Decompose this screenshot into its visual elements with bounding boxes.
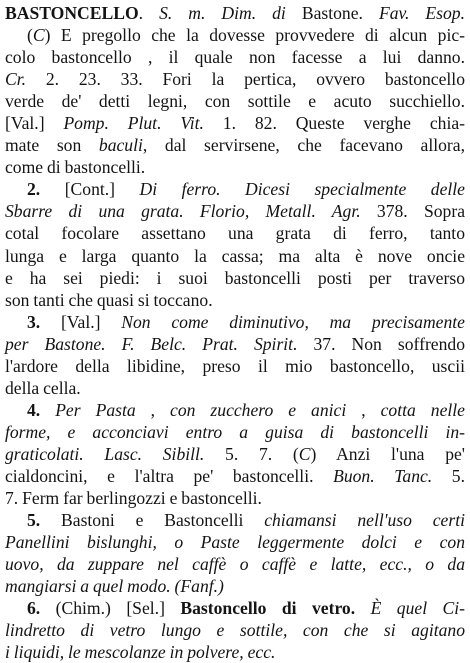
entry-line — [5, 245, 465, 267]
text-run: [Val.] — [5, 113, 64, 134]
text-run: della cella. — [5, 377, 81, 398]
text-run: cotta nelle — [380, 399, 465, 420]
headword: BASTONCELLO — [5, 3, 139, 23]
text-run: Fav. Esop. — [378, 3, 466, 23]
text-run: Non come diminutivo, ma precisamente — [121, 311, 465, 332]
entry-line — [5, 509, 465, 531]
text-run: Pomp. Plut. Vit. — [63, 113, 204, 134]
text-run: mangiarsi a quel modo. (Fanf.) — [5, 576, 224, 597]
text-run: ) E pregollo che la dovesse provvedere di alcun pic- — [44, 25, 465, 46]
text-run: Cr. — [5, 69, 27, 90]
text-run: per Bastone. F. Belc. Prat. Spirit. — [5, 333, 298, 354]
entry-line — [5, 355, 465, 377]
text-run: , — [346, 399, 381, 420]
entry-line — [5, 399, 465, 421]
text-run: ) Anzi l'una pe' — [310, 443, 465, 464]
text-run: cialdoncini, e l'altra pe' bastoncelli. — [5, 465, 334, 486]
entry-line — [5, 156, 465, 178]
text-run: mate son — [5, 135, 99, 156]
entry-line — [5, 200, 465, 222]
entry-line — [5, 553, 465, 575]
entry-line — [5, 267, 465, 289]
entry-line — [5, 112, 465, 134]
text-run: [Cont.] — [40, 179, 140, 200]
entry-line — [5, 487, 465, 509]
text-run: Bastoni e Bastoncelli — [40, 510, 265, 531]
entry-line — [5, 333, 465, 355]
entry-line — [5, 134, 465, 156]
text-run: Sbarre di una grata. Florio, Metall. Agr. — [5, 201, 361, 222]
entry-line — [5, 2, 465, 24]
text-run: 5. 7. ( — [204, 443, 299, 464]
entry-line — [5, 68, 465, 90]
text-run: come di bastoncelli. — [5, 157, 146, 178]
entry-line — [5, 24, 465, 46]
entry-line — [5, 641, 465, 663]
text-run: i liquidi, le mescolanze in polvere, ecc. — [5, 642, 276, 663]
text-run: S. m. Dim. di — [159, 3, 302, 23]
text-run: forme, e acconciavi entro a guisa di bastoncelli in- — [5, 421, 465, 442]
text-run: C — [298, 443, 311, 464]
entry-line — [5, 289, 465, 311]
sense-number: 4. — [27, 399, 41, 420]
text-run: Di ferro. Dicesi specialmente delle — [139, 179, 465, 200]
dictionary-page — [5, 2, 465, 663]
entry-line — [5, 619, 465, 641]
text-run: lunga e larga quanto la cassa; ma alta è nove oncie — [5, 245, 465, 266]
entry-line — [5, 443, 465, 465]
text-run: cotal focolare assettano una grata di ferro, tanto — [5, 223, 465, 244]
entry-line — [5, 597, 465, 619]
text-run: son tanti che quasi si toccano. — [5, 289, 213, 310]
text-run: Panellini bislunghi, o Paste leggermente dolci e con — [5, 532, 465, 553]
entry-line — [5, 531, 465, 553]
text-run: 7. Ferm far berlingozzi e bastoncelli. — [5, 488, 262, 509]
text-run: C — [32, 25, 45, 46]
text-run: con zucchero e anici — [170, 399, 347, 420]
text-run: 37. Non soffrendo — [297, 333, 465, 354]
entry-line — [5, 90, 465, 112]
text-run: lindretto di vetro lungo e sottile, con che si agitano — [5, 620, 465, 641]
text-run: , — [135, 399, 171, 420]
text-run: È quel Ci- — [355, 598, 466, 619]
dictionary-entry-bastoncello — [5, 2, 465, 663]
sense-number: 6. — [27, 598, 41, 619]
text-run: Buon. Tanc. — [333, 465, 433, 486]
entry-line — [5, 311, 465, 333]
text-run: 1. 82. Queste verghe chia- — [203, 113, 466, 134]
entry-line — [5, 421, 465, 443]
sense-number: 5. — [27, 510, 41, 531]
text-run: Per Pasta — [40, 399, 136, 420]
entry-line — [5, 222, 465, 244]
entry-line — [5, 46, 465, 68]
text-run: . — [358, 3, 379, 23]
entry-line — [5, 465, 465, 487]
text-run: graticolati. Lasc. Sibill. — [5, 443, 205, 464]
text-run: ( — [27, 25, 33, 46]
text-run: baculi — [98, 135, 143, 156]
entry-line — [5, 178, 465, 200]
text-run: e ha sei piedi: i suoi bastoncelli posti per traverso — [5, 267, 465, 288]
text-run: 2. 23. 33. Fori la pertica, ovvero bastoncello — [26, 69, 465, 90]
text-run: verde de' detti legni, con sottile e acuto succhiello. — [5, 91, 465, 112]
text-run: Bastoncello di vetro. — [180, 598, 356, 619]
text-run: [Val.] — [40, 311, 122, 332]
text-run: l'ardore della libidine, preso il mio bastoncello, uscii — [5, 355, 465, 376]
text-run: , dal servirsene, che facevano allora, — [142, 135, 466, 156]
text-run: . — [138, 3, 160, 23]
sense-number: 3. — [27, 311, 41, 332]
text-run: colo bastoncello , il quale non facesse a lui danno. — [5, 47, 465, 68]
text-run: (Chim.) [Sel.] — [40, 598, 181, 619]
entry-line — [5, 377, 465, 399]
text-run: uovo, da zuppare nel caffè o caffè e latte, ecc., o da — [5, 554, 465, 575]
sense-number: 2. — [27, 179, 41, 200]
text-run: chiamansi nell'uso certi — [264, 510, 465, 531]
text-run: 378. Sopra — [360, 201, 466, 222]
text-run: 5. — [432, 465, 465, 486]
entry-line — [5, 575, 465, 597]
text-run: Bastone — [301, 3, 359, 23]
